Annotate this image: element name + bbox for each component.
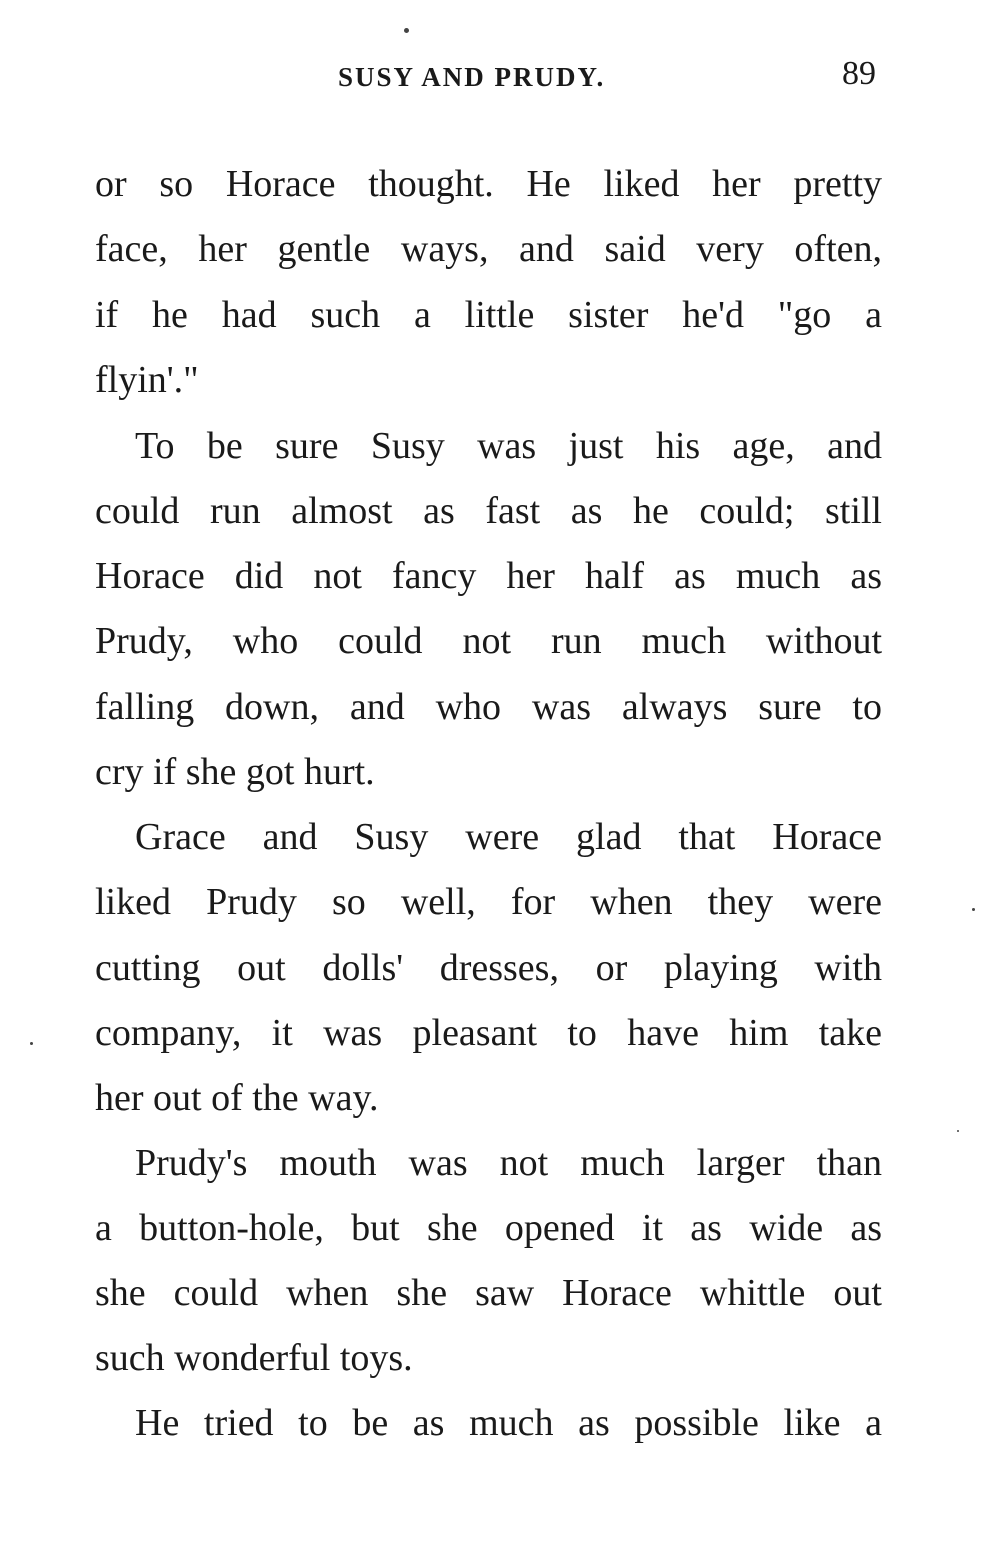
print-speck <box>404 28 409 33</box>
text-line: falling down, and who was always sure to <box>95 686 882 728</box>
print-speck <box>30 1042 33 1045</box>
text-line: she could when she saw Horace whittle out <box>95 1272 882 1314</box>
text-line: Horace did not fancy her half as much as <box>95 555 882 597</box>
text-line: He tried to be as much as possible like a <box>135 1402 882 1444</box>
text-line: Prudy's mouth was not much larger than <box>135 1142 882 1184</box>
text-line: cutting out dolls' dresses, or playing with <box>95 947 882 989</box>
text-line: To be sure Susy was just his age, and <box>135 425 882 467</box>
text-line: such wonderful toys. <box>95 1337 413 1379</box>
text-line: if he had such a little sister he'd "go a <box>95 294 882 336</box>
text-line: or so Horace thought. He liked her pretty <box>95 163 882 205</box>
text-line: could run almost as fast as he could; still <box>95 490 882 532</box>
running-header-title: SUSY AND PRUDY. <box>338 62 606 92</box>
text-line: Grace and Susy were glad that Horace <box>135 816 882 858</box>
page-number: 89 <box>842 55 876 92</box>
text-line: flyin'." <box>95 359 199 401</box>
text-line: liked Prudy so well, for when they were <box>95 881 882 923</box>
text-line: a button-hole, but she opened it as wide as <box>95 1207 882 1249</box>
print-speck <box>972 908 975 911</box>
text-line: company, it was pleasant to have him take <box>95 1012 882 1054</box>
text-line: Prudy, who could not run much without <box>95 620 882 662</box>
text-line: cry if she got hurt. <box>95 751 375 793</box>
text-line: face, her gentle ways, and said very often, <box>95 228 882 270</box>
text-line: her out of the way. <box>95 1077 379 1119</box>
print-speck <box>957 1130 959 1132</box>
